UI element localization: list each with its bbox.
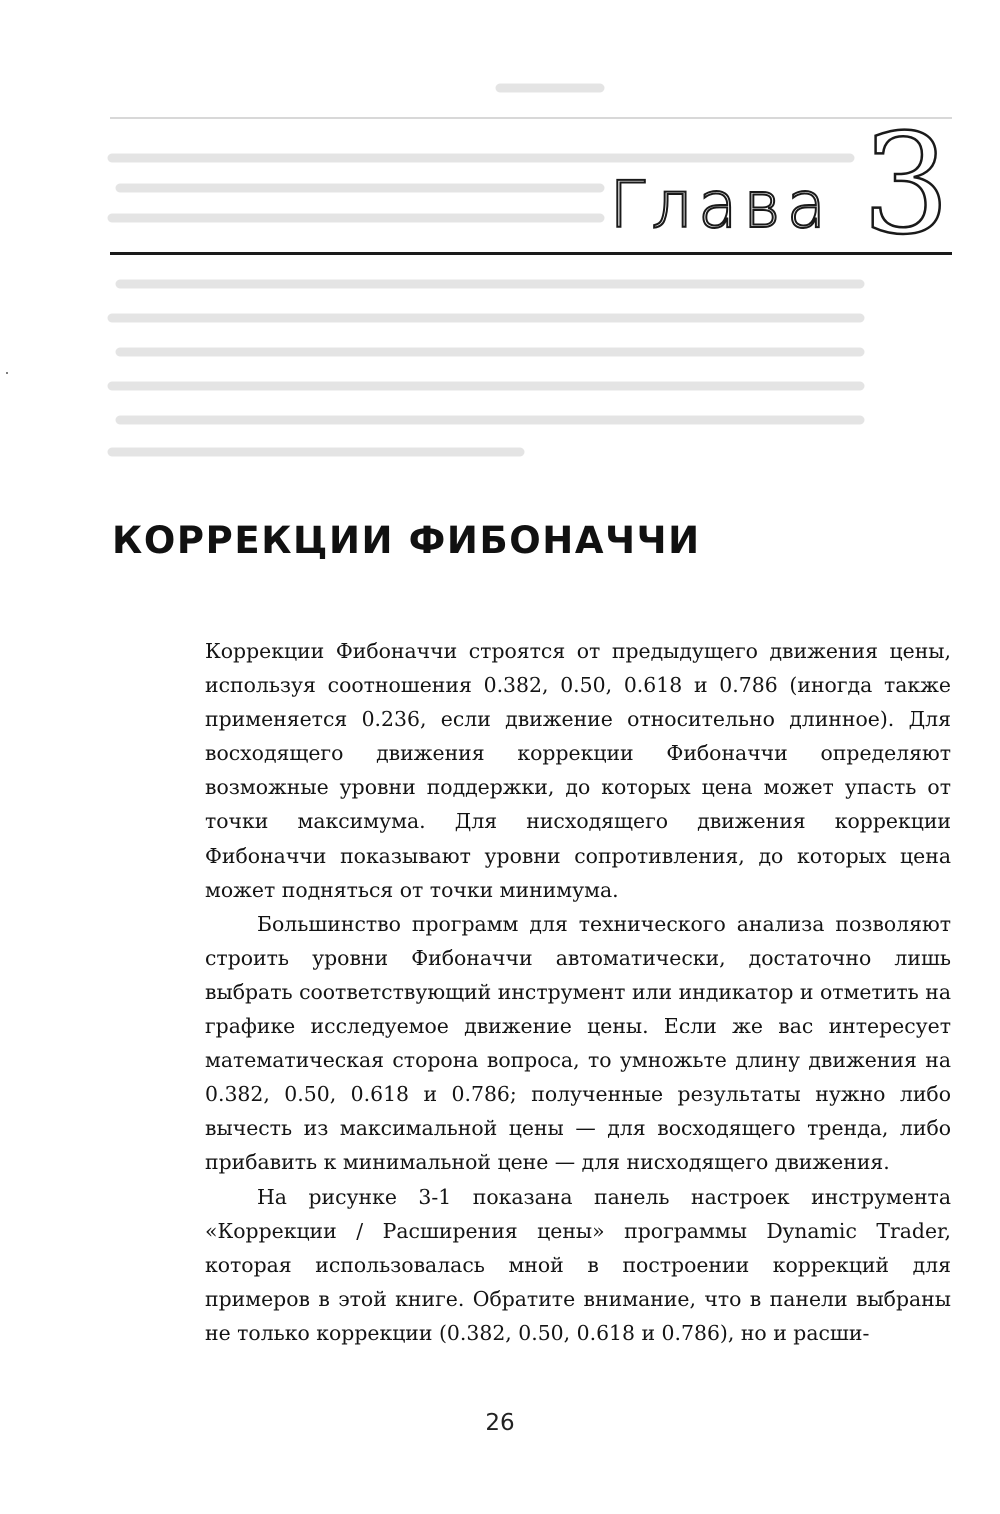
paragraph-3: На рисунке 3-1 показана панель настроек инструмента «Коррекции / Расширения цены» программы Dynamic Trader, которая использовалась мной в построении коррекций для примеров в этой книге. Обратите внимание, что в панели выбраны не только коррекции (0.382, 0.50, 0.618 и 0.786), но и расши- <box>205 1184 951 1345</box>
body-text <box>205 634 951 1350</box>
scan-speck <box>6 372 8 374</box>
paragraph-1: Коррекции Фибоначчи строятся от предыдущего движения цены, используя соотношения 0.382, 0.50, 0.618 и 0.786 (иногда также применяется 0.236, если движение относительно длинное). Для восходящего движения коррекции Фибоначчи определяют возможные уровни поддержки, до которых цена может упасть от точки максимума. Для нисходящего движения коррекции Фибоначчи показывают уровни сопротивления, до которых цена может подняться от точки минимума. <box>205 639 951 902</box>
chapter-rule <box>110 252 952 255</box>
chapter-header <box>110 104 952 265</box>
chapter-number: 3 <box>862 104 950 265</box>
paragraph-2: Большинство программ для технического анализа позволяют строить уровни Фибоначчи автоматически, достаточно лишь выбрать соответствующий инструмент или индикатор и отметить на графике исследуемое движение цены. Если же вас интересует математическая сторона вопроса, то умножьте длину движения на 0.382, 0.50, 0.618 и 0.786; полученные результаты нужно либо вычесть из максимальной цены — для восходящего тренда, либо прибавить к минимальной цене — для нисходящего движения. <box>205 911 951 1175</box>
page-number: 26 <box>485 1410 515 1436</box>
bleed-through-texture <box>0 0 1000 520</box>
chapter-label: Глава <box>609 169 832 243</box>
section-title: КОРРЕКЦИИ ФИБОНАЧЧИ <box>112 519 701 562</box>
